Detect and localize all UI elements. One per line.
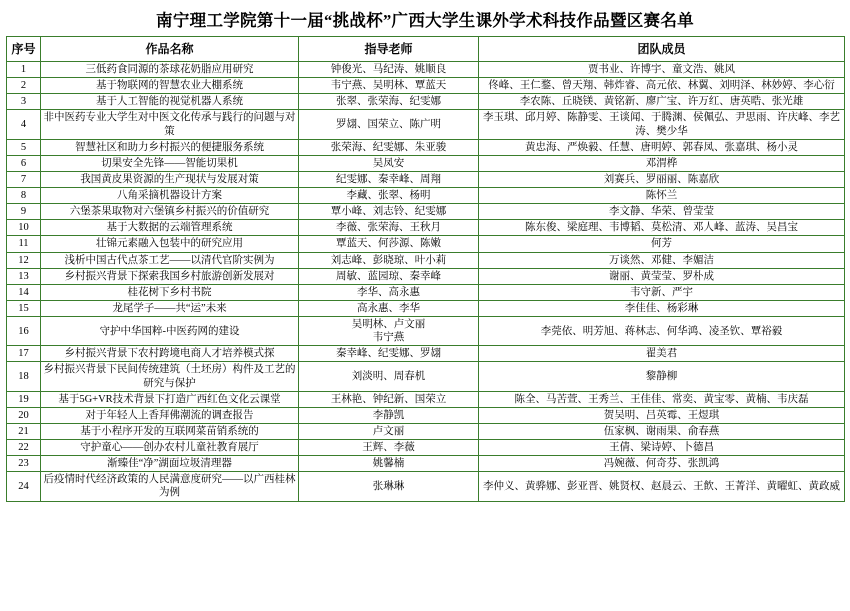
page-title: 南宁理工学院第十一届“挑战杯”广西大学生课外学术科技作品暨区赛名单	[156, 11, 694, 30]
cell-no: 10	[7, 220, 41, 236]
cell-work: 后疫情时代经济政策的人民满意度研究——以广西桂林为例	[41, 472, 299, 501]
cell-teacher: 周敏、蓝园琼、秦幸峰	[299, 268, 479, 284]
table-row	[7, 284, 845, 300]
table-header-row	[7, 37, 845, 62]
column-header-members: 团队成员	[479, 37, 845, 62]
table-row	[7, 188, 845, 204]
cell-members: 李佳佳、杨彩琳	[479, 300, 845, 316]
cell-members: 何芳	[479, 236, 845, 252]
cell-members: 陈怀兰	[479, 188, 845, 204]
table-row	[7, 346, 845, 362]
cell-teacher: 吴凤安	[299, 155, 479, 171]
cell-no: 6	[7, 155, 41, 171]
cell-teacher: 覃蓝天、何莎源、陈嫩	[299, 236, 479, 252]
cell-members: 伍家枫、谢雨果、俞春燕	[479, 423, 845, 439]
table-row	[7, 472, 845, 501]
cell-teacher: 卢文丽	[299, 423, 479, 439]
cell-members: 王倩、梁诗婷、卜德昌	[479, 440, 845, 456]
cell-work: 渐臻佳“净”湖面垃圾清理器	[41, 456, 299, 472]
cell-teacher: 张翠、张荣海、纪雯娜	[299, 94, 479, 110]
cell-work: 守护中华国粹-中医药网的建设	[41, 317, 299, 346]
cell-members: 贺吴明、吕英霉、王煜琪	[479, 407, 845, 423]
cell-teacher: 刘志峰、彭晓琼、叶小莉	[299, 252, 479, 268]
cell-members: 李农陈、丘晓镁、黄铭新、廖广宝、许万红、唐英晧、张光雄	[479, 94, 845, 110]
cell-members: 黎静柳	[479, 362, 845, 391]
cell-no: 8	[7, 188, 41, 204]
cell-teacher: 李华、高永惠	[299, 284, 479, 300]
cell-teacher: 钟俊光、马纪涛、姚顺良	[299, 62, 479, 78]
cell-no: 5	[7, 139, 41, 155]
cell-no: 22	[7, 440, 41, 456]
table-row	[7, 423, 845, 439]
cell-members: 邓渭桦	[479, 155, 845, 171]
cell-no: 21	[7, 423, 41, 439]
cell-no: 24	[7, 472, 41, 501]
cell-no: 11	[7, 236, 41, 252]
cell-no: 3	[7, 94, 41, 110]
cell-work: 乡村振兴背景下民间传统建筑（土坯房）构件及工艺的研究与保护	[41, 362, 299, 391]
cell-teacher: 李藏、张翠、杨明	[299, 188, 479, 204]
cell-work: 非中医药专业大学生对中医文化传承与践行的问题与对策	[41, 110, 299, 139]
cell-work: 浅析中国古代点茶工艺——以清代官阶实例为	[41, 252, 299, 268]
cell-work: 智慧社区和助力乡村振兴的便捷服务系统	[41, 139, 299, 155]
cell-teacher: 王辉、李薇	[299, 440, 479, 456]
cell-work: 对于年轻人上香拜佛潮流的调查报告	[41, 407, 299, 423]
cell-members: 翟美君	[479, 346, 845, 362]
cell-members: 贾书业、许博宇、童文浩、姚风	[479, 62, 845, 78]
cell-members: 李仲义、黄骅娜、彭亚晋、姚贤权、赵晨云、王飲、王菁洋、黄曜虹、黄政威	[479, 472, 845, 501]
table-row	[7, 94, 845, 110]
table-row	[7, 440, 845, 456]
table-row	[7, 362, 845, 391]
cell-work: 守护童心——创办农村儿童社教育展厅	[41, 440, 299, 456]
cell-teacher: 张琳琳	[299, 472, 479, 501]
cell-no: 20	[7, 407, 41, 423]
cell-work: 龙尾学子——共“运”未来	[41, 300, 299, 316]
table-row	[7, 220, 845, 236]
cell-members: 陈全、马苦萱、王秀兰、王佳佳、常奕、黄宝零、黄楠、韦庆磊	[479, 391, 845, 407]
cell-teacher: 高永惠、李华	[299, 300, 479, 316]
cell-work: 乡村振兴背景下探索我国乡村旅游创新发展对	[41, 268, 299, 284]
cell-members: 冯婉薇、何奇芬、张凯鸿	[479, 456, 845, 472]
cell-members: 黄忠海、严焕毅、任慧、唐明婷、郭春凤、张嘉琪、杨小灵	[479, 139, 845, 155]
cell-teacher: 李薇、张荣海、王秋月	[299, 220, 479, 236]
table-row	[7, 407, 845, 423]
cell-teacher: 姚馨楠	[299, 456, 479, 472]
cell-no: 19	[7, 391, 41, 407]
cell-work: 三低药食同源的茶球花奶脂应用研究	[41, 62, 299, 78]
cell-no: 16	[7, 317, 41, 346]
table-body	[7, 62, 845, 502]
cell-no: 4	[7, 110, 41, 139]
cell-no: 9	[7, 204, 41, 220]
cell-teacher: 王林艳、钟纪新、国荣立	[299, 391, 479, 407]
cell-members: 万谈然、邓健、李媚洁	[479, 252, 845, 268]
cell-work: 我国黄皮果资源的生产现状与发展对策	[41, 171, 299, 187]
cell-no: 1	[7, 62, 41, 78]
column-header-work: 作品名称	[41, 37, 299, 62]
cell-work: 乡村振兴背景下农村跨境电商人才培养模式探	[41, 346, 299, 362]
table-row	[7, 456, 845, 472]
table-row	[7, 204, 845, 220]
cell-work: 基于小程序开发的互联网菜苗销系统的	[41, 423, 299, 439]
cell-no: 17	[7, 346, 41, 362]
table-row	[7, 62, 845, 78]
table-row	[7, 236, 845, 252]
cell-no: 7	[7, 171, 41, 187]
cell-teacher: 李静凯	[299, 407, 479, 423]
cell-teacher: 秦幸峰、纪雯娜、罗翃	[299, 346, 479, 362]
table-row	[7, 171, 845, 187]
cell-no: 12	[7, 252, 41, 268]
cell-members: 谢丽、黄莹莹、罗朴成	[479, 268, 845, 284]
cell-teacher: 覃小峰、刘志铃、纪雯娜	[299, 204, 479, 220]
cell-members: 陈东俊、梁庭理、韦博韬、莫松清、邓人峰、蓝涛、吴昌宝	[479, 220, 845, 236]
cell-members: 李莞依、明芳旭、蒋林志、何华鸿、凌圣钦、覃裕毅	[479, 317, 845, 346]
cell-teacher: 张荣海、纪雯娜、朱亚骏	[299, 139, 479, 155]
table-row	[7, 78, 845, 94]
cell-work: 基于大数据的云端管理系统	[41, 220, 299, 236]
cell-members: 李玉琪、邱月婷、陈静雯、王谈闻、于腾渊、侯佩弘、尹思雨、许庆峰、李艺涛、樊少华	[479, 110, 845, 139]
table-row	[7, 139, 845, 155]
column-header-no: 序号	[7, 37, 41, 62]
cell-members: 佟峰、王仁鍪、曾天翔、韩炸睿、高元依、林翼、刘明泽、林妙婷、李心衍	[479, 78, 845, 94]
cell-members: 李文静、华荣、曾莹莹	[479, 204, 845, 220]
table-row	[7, 110, 845, 139]
cell-members: 韦守新、严宇	[479, 284, 845, 300]
cell-work: 基于物联网的智慧农业大棚系统	[41, 78, 299, 94]
column-header-teacher: 指导老师	[299, 37, 479, 62]
entries-table	[6, 36, 845, 502]
cell-no: 14	[7, 284, 41, 300]
cell-work: 桂花树下乡村书院	[41, 284, 299, 300]
cell-work: 八角采摘机器设计方案	[41, 188, 299, 204]
table-row	[7, 300, 845, 316]
cell-work: 六堡茶果取物对六堡镇乡村振兴的价值研究	[41, 204, 299, 220]
table-row	[7, 252, 845, 268]
cell-members: 刘赛兵、罗丽丽、陈嘉欣	[479, 171, 845, 187]
table-row	[7, 317, 845, 346]
cell-work: 基于人工智能的视觉机器人系统	[41, 94, 299, 110]
cell-teacher: 纪雯娜、秦幸峰、周翔	[299, 171, 479, 187]
table-row	[7, 391, 845, 407]
cell-no: 2	[7, 78, 41, 94]
cell-work: 切果安全先锋——智能切果机	[41, 155, 299, 171]
cell-work: 壮锦元素融入包装中的研究应用	[41, 236, 299, 252]
cell-work: 基于5G+VR技术背景下打造广西红色文化云课堂	[41, 391, 299, 407]
cell-no: 18	[7, 362, 41, 391]
table-header	[7, 37, 845, 62]
cell-teacher: 韦宁燕、吴明林、覃蓝天	[299, 78, 479, 94]
cell-no: 13	[7, 268, 41, 284]
cell-teacher: 刘淡明、周春机	[299, 362, 479, 391]
cell-teacher: 吴明林、卢文丽 韦宁燕	[299, 317, 479, 346]
cell-no: 15	[7, 300, 41, 316]
cell-teacher: 罗翃、国荣立、陈广明	[299, 110, 479, 139]
table-row	[7, 155, 845, 171]
table-row	[7, 268, 845, 284]
cell-no: 23	[7, 456, 41, 472]
